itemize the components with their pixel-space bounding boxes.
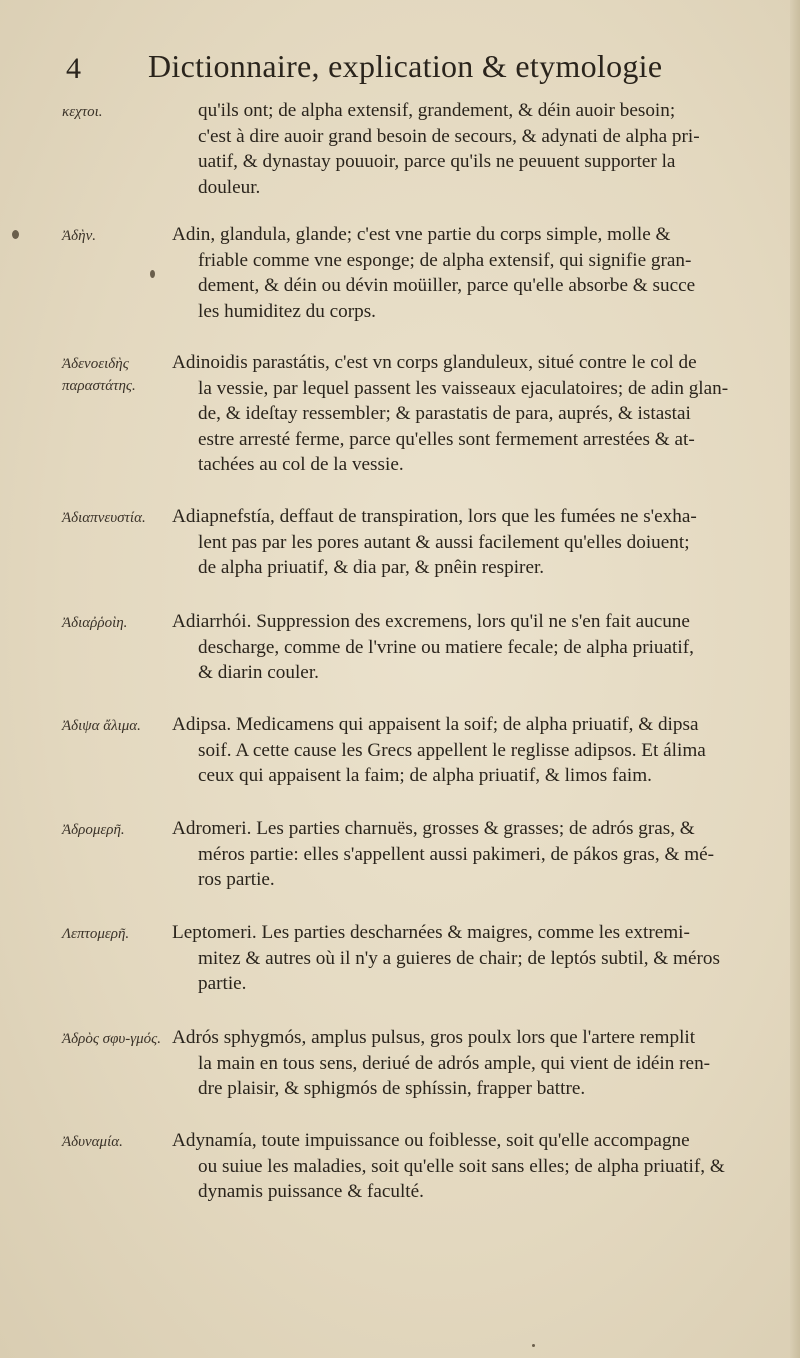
entry-line: tachées au col de la vessie. (198, 454, 404, 475)
entry-body (172, 1128, 766, 1205)
paper-speck (12, 230, 19, 239)
entry-body (172, 222, 766, 324)
page-edge-shadow (790, 0, 800, 1358)
entry-line: & diarin couler. (198, 662, 319, 683)
page-number: 4 (66, 52, 81, 85)
greek-headword: Ἀδὴν. (62, 228, 96, 244)
paper-speck (150, 270, 155, 278)
entry-line: de, & ideſtay ressembler; & parastatis de para, auprés, & istastai (198, 403, 691, 424)
entry-body (172, 609, 766, 686)
entry-line: Adiarrhói. Suppression des excremens, lors qu'il ne s'en fait aucune (172, 611, 690, 632)
greek-headword: Ἀδρὸς σφυ-γμός. (62, 1031, 162, 1047)
entry-line: méros partie: elles s'appellent aussi pakimeri, de pákos gras, & mé- (198, 843, 715, 865)
running-title: Dictionnaire, explication & etymologie (148, 48, 663, 84)
entry-line: dement, & déin ou dévin moüiller, parce qu'elle absorbe & succe (198, 275, 696, 296)
entry-body (172, 504, 766, 581)
entry-line: lent pas par les pores autant & aussi facilement qu'elles doiuent; (198, 531, 690, 553)
entry-line: ceux qui appaisent la faim; de alpha priuatif, & limos faim. (198, 765, 652, 786)
entry-line: dynamis puissance & faculté. (198, 1181, 424, 1202)
paper-speck (532, 1344, 535, 1347)
entry-body (172, 1025, 766, 1102)
greek-headword: Ἀδιαπνευστία. (62, 510, 146, 526)
entry-line: Adromeri. Les parties charnuës, grosses & grasses; de adrós gras, & (172, 818, 695, 839)
entry-line: Adynamía, toute impuissance ou foiblesse, soit qu'elle accompagne (172, 1130, 690, 1151)
entry-line: friable comme vne esponge; de alpha extensif, qui signifie gran- (198, 249, 692, 271)
entry-body (172, 816, 766, 893)
entry-line: dre plaisir, & sphigmós de sphíssin, frapper battre. (198, 1078, 586, 1099)
entry-line: la vessie, par lequel passent les vaisseaux ejaculatoires; de adin glan- (198, 377, 729, 399)
entry-body (198, 98, 766, 200)
page-header (66, 48, 766, 96)
greek-headword: κεχτοι. (62, 104, 103, 120)
entry-line: Adrós sphygmós, amplus pulsus, gros poulx lors que l'artere remplit (172, 1027, 696, 1048)
entry-line: descharge, comme de l'vrine ou matiere fecale; de alpha priuatif, (198, 636, 694, 658)
greek-headword: Ἀδρομερῆ. (62, 822, 125, 838)
entry-line: la main en tous sens, deriué de adrós ample, qui vient de idéin ren- (198, 1052, 711, 1074)
entry-line: douleur. (198, 176, 261, 198)
entry-line: ou suiue les maladies, soit qu'elle soit sans elles; de alpha priuatif, & (198, 1155, 725, 1177)
entry-line: de alpha priuatif, & dia par, & pnêin respirer. (198, 557, 545, 578)
entry-line: soif. A cette cause les Grecs appellent le reglisse adipsos. Et álima (198, 739, 706, 761)
greek-headword: Ἀδιαῤῥοὶη. (62, 615, 128, 631)
entry-body (172, 920, 766, 997)
entry-line: Adin, glandula, glande; c'est vne partie du corps simple, molle & (172, 224, 671, 245)
entry-line: c'est à dire auoir grand besoin de secours, & adynati de alpha pri- (198, 125, 700, 147)
entry-line: estre arresté ferme, parce qu'elles sont fermement arrestées & at- (198, 428, 695, 450)
greek-headword: Ἀδυναμία. (62, 1134, 123, 1150)
entry-line: les humiditez du corps. (198, 300, 376, 322)
entry-line: mitez & autres où il n'y a guieres de chair; de leptós subtil, & méros (198, 947, 720, 969)
entry-line: ros partie. (198, 869, 275, 890)
entry-line: Leptomeri. Les parties descharnées & maigres, comme les extremi- (172, 922, 690, 943)
entry-body (172, 350, 766, 478)
entry-line: uatif, & dynastay pouuoir, parce qu'ils ne peuuent supporter la (198, 151, 676, 172)
greek-headword: Ἀδιψα ἄλιμα. (62, 718, 141, 734)
greek-headword: Ἀδενοειδὴς παραστάτης. (62, 356, 136, 394)
entry-body (172, 712, 766, 789)
entry-line: Adiapnefstía, deffaut de transpiration, lors que les fumées ne s'exha- (172, 506, 697, 527)
entry-line: Adinoidis parastátis, c'est vn corps glanduleux, situé contre le col de (172, 352, 697, 373)
entry-line: partie. (198, 973, 247, 994)
entry-line: qu'ils ont; de alpha extensif, grandement, & déin auoir besoin; (198, 100, 676, 121)
greek-headword: Λεπτομερῆ. (62, 926, 130, 942)
entry-line: Adipsa. Medicamens qui appaisent la soif; de alpha priuatif, & dipsa (172, 714, 699, 735)
